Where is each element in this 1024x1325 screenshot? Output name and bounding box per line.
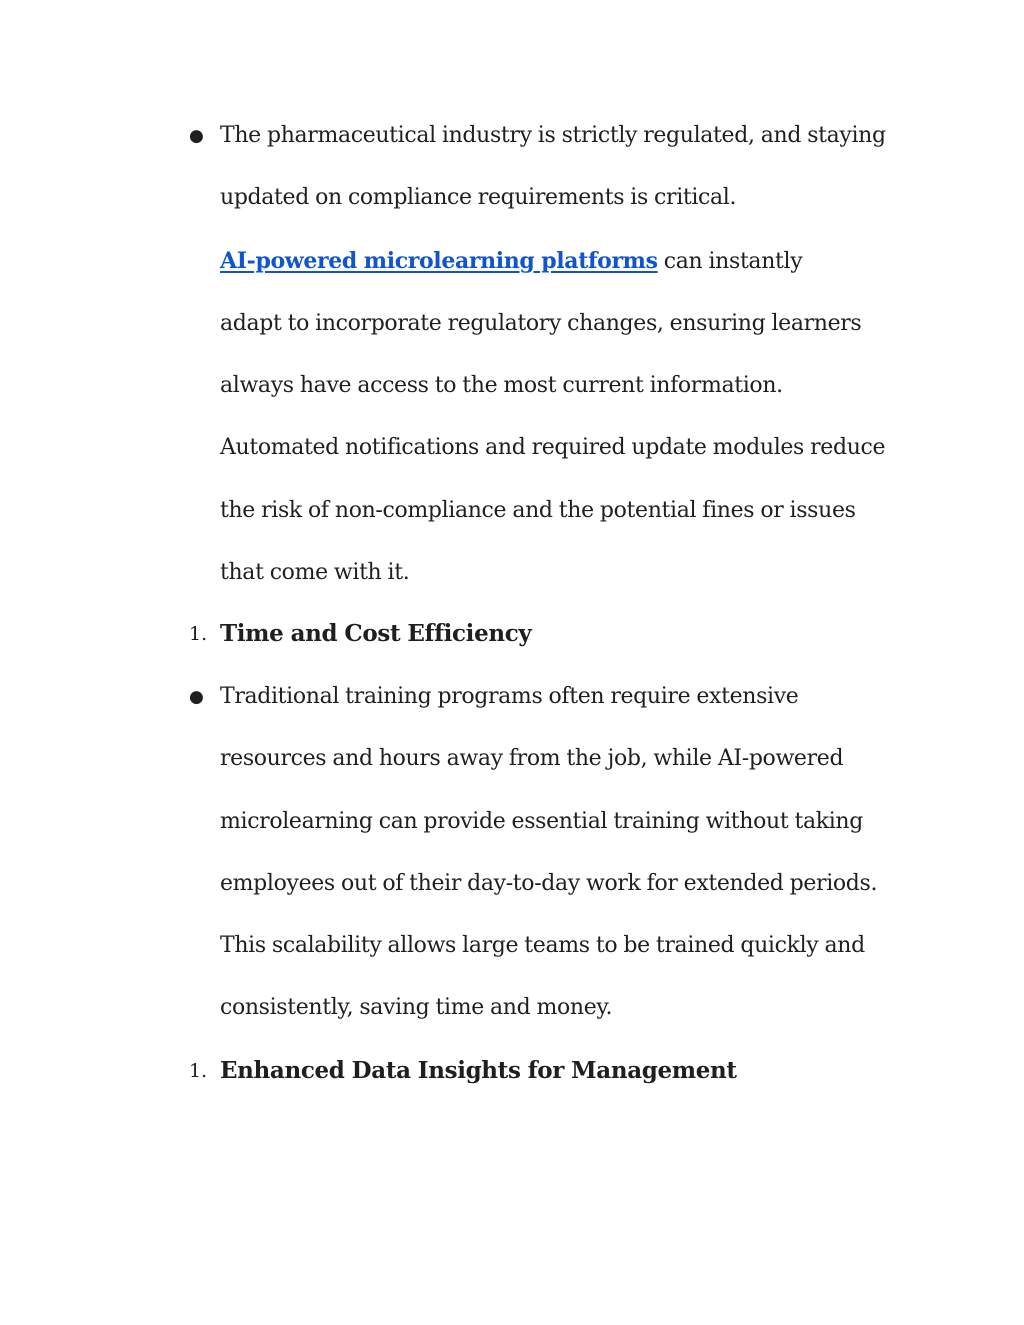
text-line-with-link [220, 230, 920, 293]
text-line: This scalability allows large teams to be trained quickly and [220, 933, 865, 959]
text-line: The pharmaceutical industry is strictly regulated, and staying [220, 123, 886, 148]
number-marker: 1. [189, 623, 208, 645]
bullet-marker: ● [189, 687, 204, 707]
heading-wrapper [220, 1040, 920, 1102]
section-heading-data-insights: Enhanced Data Insights for Management [220, 1057, 737, 1084]
section-heading-time-cost: Time and Cost Efficiency [220, 620, 532, 647]
text-line: that come with it. [220, 560, 410, 586]
text-line: updated on compliance requirements is critical. [220, 185, 737, 211]
text-line: adapt to incorporate regulatory changes, ensuring learners [220, 310, 862, 336]
link-trailing-text: can instantly [657, 248, 803, 274]
heading-wrapper [220, 603, 920, 665]
text-line: the risk of non-compliance and the potential fines or issues [220, 497, 856, 523]
text-line: Traditional training programs often require extensive [220, 684, 799, 709]
text-line: microlearning can provide essential training without taking [220, 808, 863, 834]
text-line: resources and hours away from the job, while AI-powered [220, 746, 844, 772]
bullet-marker: ● [189, 126, 204, 146]
paragraph-compliance [220, 105, 920, 604]
text-line: consistently, saving time and money. [220, 995, 613, 1021]
paragraph-traditional-training [220, 666, 920, 1040]
text-line: Automated notifications and required update modules reduce [220, 435, 886, 461]
number-marker: 1. [189, 1060, 208, 1082]
microlearning-platforms-link[interactable]: AI-powered microlearning platforms [220, 247, 658, 274]
text-line: employees out of their day-to-day work for extended periods. [220, 870, 878, 896]
text-line: always have access to the most current information. [220, 373, 783, 399]
